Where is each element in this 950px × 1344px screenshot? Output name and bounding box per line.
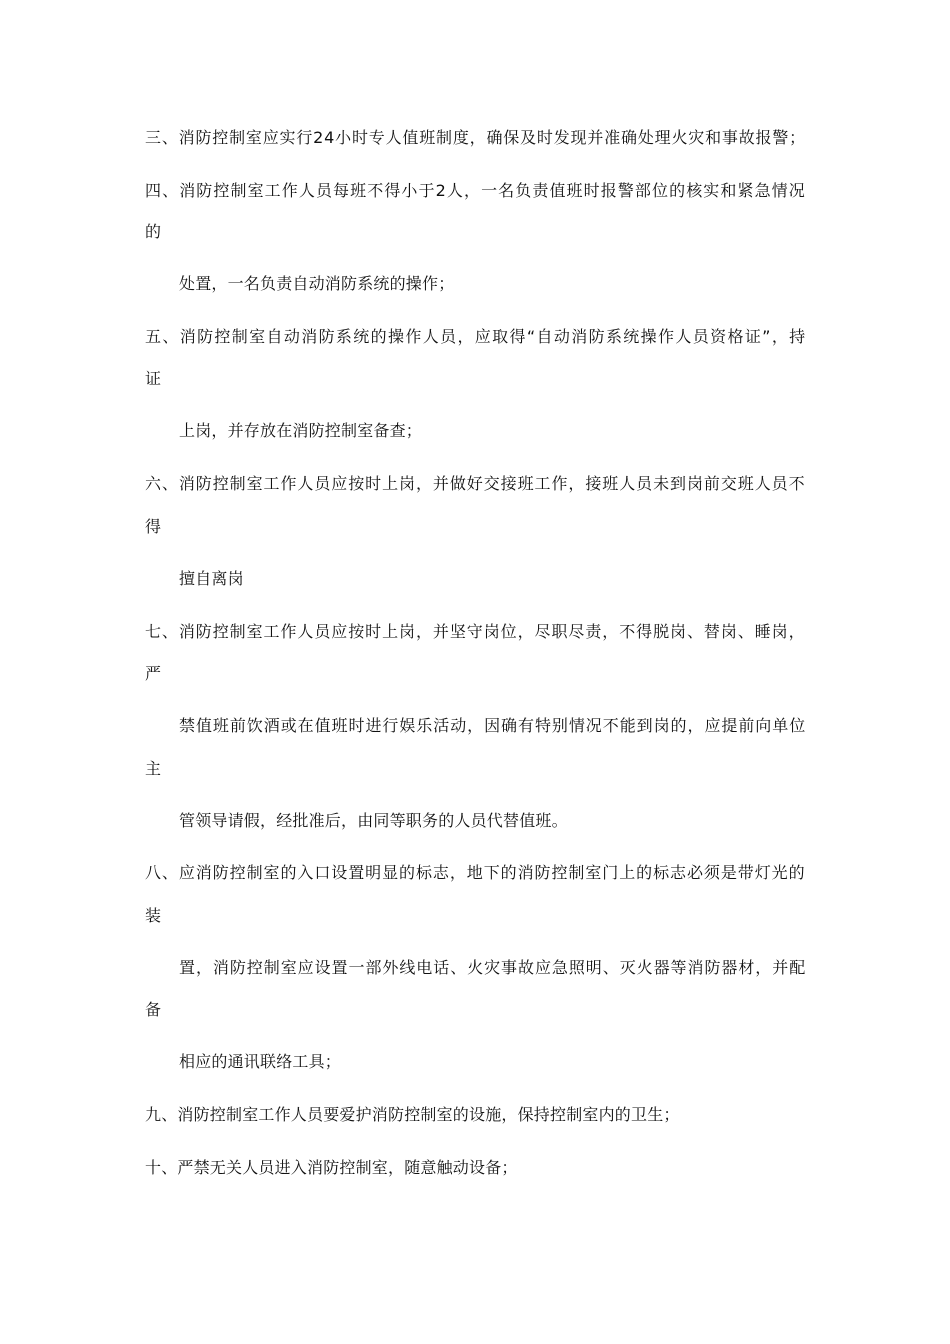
rule-4-wrap-char: 的 <box>145 222 162 241</box>
rule-7-wrap-char-2: 主 <box>145 759 162 778</box>
rule-7-continuation-2: 管领导请假，经批准后，由同等职务的人员代替值班。 <box>179 811 568 830</box>
rule-8-continuation-2: 相应的通讯联络工具； <box>179 1052 342 1071</box>
rule-9-line: 九、消防控制室工作人员要爱护消防控制室的设施，保持控制室内的卫生； <box>145 1105 680 1124</box>
rule-4-line: 四、消防控制室工作人员每班不得小于2人，一名负责值班时报警部位的核实和紧急情况 <box>145 181 806 200</box>
rule-8-wrap-char-2: 备 <box>145 1000 162 1019</box>
rule-8-continuation-1: 置，消防控制室应设置一部外线电话、火灾事故应急照明、灭火器等消防器材，并配 <box>179 958 807 977</box>
rule-5-wrap-char: 证 <box>145 369 162 388</box>
rule-7-line: 七、消防控制室工作人员应按时上岗，并坚守岗位，尽职尽责，不得脱岗、替岗、睡岗， <box>145 622 806 641</box>
rule-3-line: 三、消防控制室应实行24小时专人值班制度，确保及时发现并准确处理火灾和事故报警； <box>145 128 806 147</box>
rule-4-continuation: 处置，一名负责自动消防系统的操作； <box>179 274 455 293</box>
rule-7-continuation-1: 禁值班前饮酒或在值班时进行娱乐活动，因确有特别情况不能到岗的，应提前向单位 <box>179 716 807 735</box>
rule-6-line: 六、消防控制室工作人员应按时上岗，并做好交接班工作，接班人员未到岗前交班人员不 <box>145 474 806 493</box>
rule-5-line: 五、消防控制室自动消防系统的操作人员，应取得“自动消防系统操作人员资格证”，持 <box>145 327 807 346</box>
rule-8-wrap-char-1: 装 <box>145 906 162 925</box>
rule-8-line: 八、应消防控制室的入口设置明显的标志，地下的消防控制室门上的标志必须是带灯光的 <box>145 863 806 882</box>
rule-7-wrap-char-1: 严 <box>145 664 162 683</box>
rule-5-continuation: 上岗，并存放在消防控制室备查； <box>179 421 423 440</box>
rule-10-line: 十、严禁无关人员进入消防控制室，随意触动设备； <box>145 1158 518 1177</box>
rule-6-continuation: 擅自离岗 <box>179 569 244 588</box>
rule-6-wrap-char: 得 <box>145 517 162 536</box>
